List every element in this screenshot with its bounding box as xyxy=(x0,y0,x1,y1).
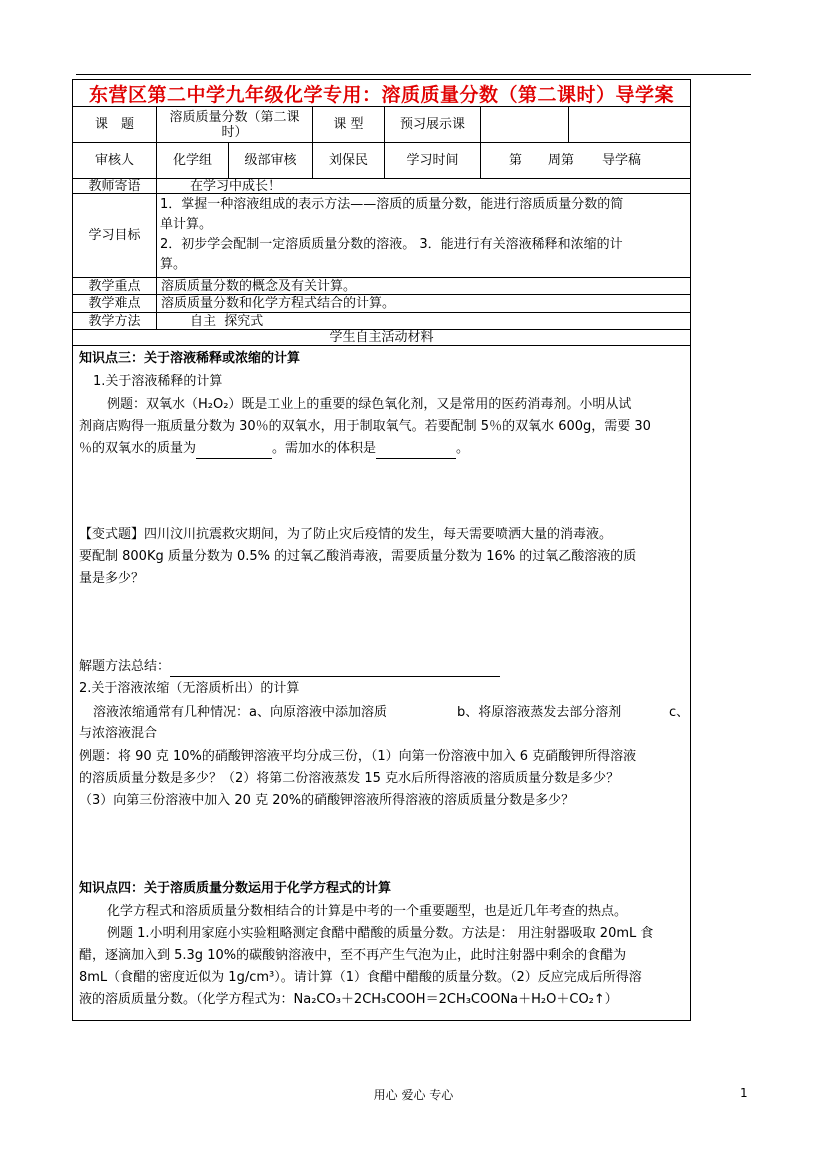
key-points-value: 溶质质量分数的概念及有关计算。 xyxy=(161,278,357,294)
k4-paragraph-line: 醋，逐滴加入到 5.3g 10%的碳酸钠溶液中，至不再产生气泡为止，此时注射器中剩余的食醋为 xyxy=(79,948,627,963)
example-text: ％的双氧水的质量为 xyxy=(79,441,197,456)
empty-cell xyxy=(569,107,690,142)
header-rule xyxy=(76,74,751,75)
example-line: 例题：双氧水（H₂O₂）既是工业上的重要的绿色氧化剂，又是常用的医药消毒剂。小明从试 xyxy=(107,397,632,412)
k4-paragraph-line: 液的溶质质量分数。（化学方程式为：Na₂CO₃＋2CH₃COOH＝2CH₃COONa＋H₂O＋CO₂↑） xyxy=(79,992,618,1007)
method-row xyxy=(73,313,690,330)
page-footer: 用心 爱心 专心 xyxy=(373,1088,454,1102)
answer-blank[interactable] xyxy=(196,458,272,459)
materials-header-row xyxy=(73,330,690,346)
objectives-label: 学习目标 xyxy=(73,194,157,277)
motto-label: 教师寄语 xyxy=(73,179,157,193)
concentration-text: 溶液浓缩通常有几种情况：a、向原溶液中添加溶质 xyxy=(93,705,387,720)
example-text: 。 xyxy=(456,441,470,456)
objective-line: 单计算。 xyxy=(160,217,213,232)
answer-blank[interactable] xyxy=(376,458,456,459)
k4-paragraph-line: 化学方程式和溶质质量分数相结合的计算是中考的一个重要题型，也是近几年考查的热点。 xyxy=(107,904,628,919)
reviewer-label: 审核人 xyxy=(73,143,157,178)
reviewer-row xyxy=(73,143,690,179)
concentration-text: c、 xyxy=(669,705,690,720)
study-time-value xyxy=(481,143,690,178)
page-number: 1 xyxy=(740,1086,748,1100)
type-label: 课 型 xyxy=(313,107,385,142)
k4-paragraph-line: 8mL（食醋的密度近似为 1g/cm³）。请计算（1）食醋中醋酸的质量分数。（2）反应完成后所得溶 xyxy=(79,970,642,985)
topic-label: 课 题 xyxy=(73,107,157,142)
concentration-text: b、将原溶液蒸发去部分溶剂 xyxy=(457,705,622,720)
study-time-label: 学习时间 xyxy=(385,143,481,178)
variant-question-line: 要配制 800Kg 质量分数为 0.5% 的过氧乙酸消毒液，需要质量分数为 16% 的过氧乙酸溶液的质 xyxy=(79,549,637,564)
objective-line: 算。 xyxy=(160,257,187,272)
key-points-row xyxy=(73,278,690,295)
knowledge-point-4-title: 知识点四：关于溶质质量分数运用于化学方程式的计算 xyxy=(79,881,392,896)
k4-paragraph-line: 例题 1.小明利用家庭小实验粗略测定食醋中醋酸的质量分数。方法是： 用注射器吸取 20mL 食 xyxy=(107,926,654,941)
method-value: 自主 探究式 xyxy=(190,313,264,329)
example-2-line: 的溶质质量分数是多少？（2）将第二份溶液蒸发 15 克水后所得溶液的溶质质量分数是多少？ xyxy=(79,771,620,786)
method-summary xyxy=(79,656,500,677)
example-2-line: 例题：将 90 克 10%的硝酸钾溶液平均分成三份，（1）向第一份溶液中加入 6 克硝酸钾所得溶液 xyxy=(79,749,637,764)
motto-value: 在学习中成长！ xyxy=(190,178,282,194)
doc-type: 导学稿 xyxy=(602,153,642,168)
document-title: 东营区第二中学九年级化学专用：溶质质量分数（第二课时）导学案 xyxy=(88,83,674,106)
lesson-plan-table xyxy=(72,79,691,1021)
variant-question-line: 【变式题】四川汶川抗震救灾期间，为了防止灾后疫情的发生，每天需要喷洒大量的消毒液。 xyxy=(79,527,613,542)
subheading-dilution: 1.关于溶液稀释的计算 xyxy=(93,374,223,389)
objectives-row xyxy=(73,194,690,278)
title-row xyxy=(73,80,690,107)
objective-line: 1．掌握一种溶液组成的表示方法——溶质的质量分数，能进行溶质质量分数的简 xyxy=(160,197,624,212)
week-text: 第 周第 xyxy=(509,153,575,168)
empty-cell xyxy=(481,107,569,142)
materials-header: 学生自主活动材料 xyxy=(329,330,434,345)
reviewer-value: 化学组 xyxy=(157,143,229,178)
topic-row xyxy=(73,107,690,143)
concentration-line xyxy=(93,702,688,723)
example-line: 剂商店购得一瓶质量分数为 30％的双氧水，用于制取氧气。若要配制 5％的双氧水 600g，需要 30 xyxy=(79,419,651,434)
topic-value: 溶质质量分数（第二课时） xyxy=(157,107,313,142)
variant-question-line: 量是多少？ xyxy=(79,571,145,586)
content-area xyxy=(73,346,690,1020)
objectives-value xyxy=(157,194,690,277)
type-value: 预习展示课 xyxy=(385,107,481,142)
example-line xyxy=(79,438,469,459)
example-2-line: （3）向第三份溶液中加入 20 克 20%的硝酸钾溶液所得溶液的溶质质量分数是多少？ xyxy=(79,793,575,808)
summary-label: 解题方法总结： xyxy=(79,659,171,674)
method-label: 教学方法 xyxy=(73,313,157,329)
subheading-concentration: 2.关于溶液浓缩（无溶质析出）的计算 xyxy=(79,681,300,696)
concentration-line: 与浓溶液混合 xyxy=(79,726,158,741)
difficulty-label: 教学难点 xyxy=(73,295,157,312)
key-points-label: 教学重点 xyxy=(73,278,157,294)
summary-blank[interactable] xyxy=(170,676,500,677)
dept-review-label: 级部审核 xyxy=(229,143,313,178)
motto-row xyxy=(73,179,690,194)
dept-reviewer-value: 刘保民 xyxy=(313,143,385,178)
example-text: 。需加水的体积是 xyxy=(272,441,377,456)
difficulty-row xyxy=(73,295,690,313)
knowledge-point-3-title: 知识点三：关于溶液稀释或浓缩的计算 xyxy=(79,351,301,366)
objective-line: 2．初步学会配制一定溶质质量分数的溶液。 3．能进行有关溶液稀释和浓缩的计 xyxy=(160,237,623,252)
difficulty-value: 溶质质量分数和化学方程式结合的计算。 xyxy=(161,296,396,311)
